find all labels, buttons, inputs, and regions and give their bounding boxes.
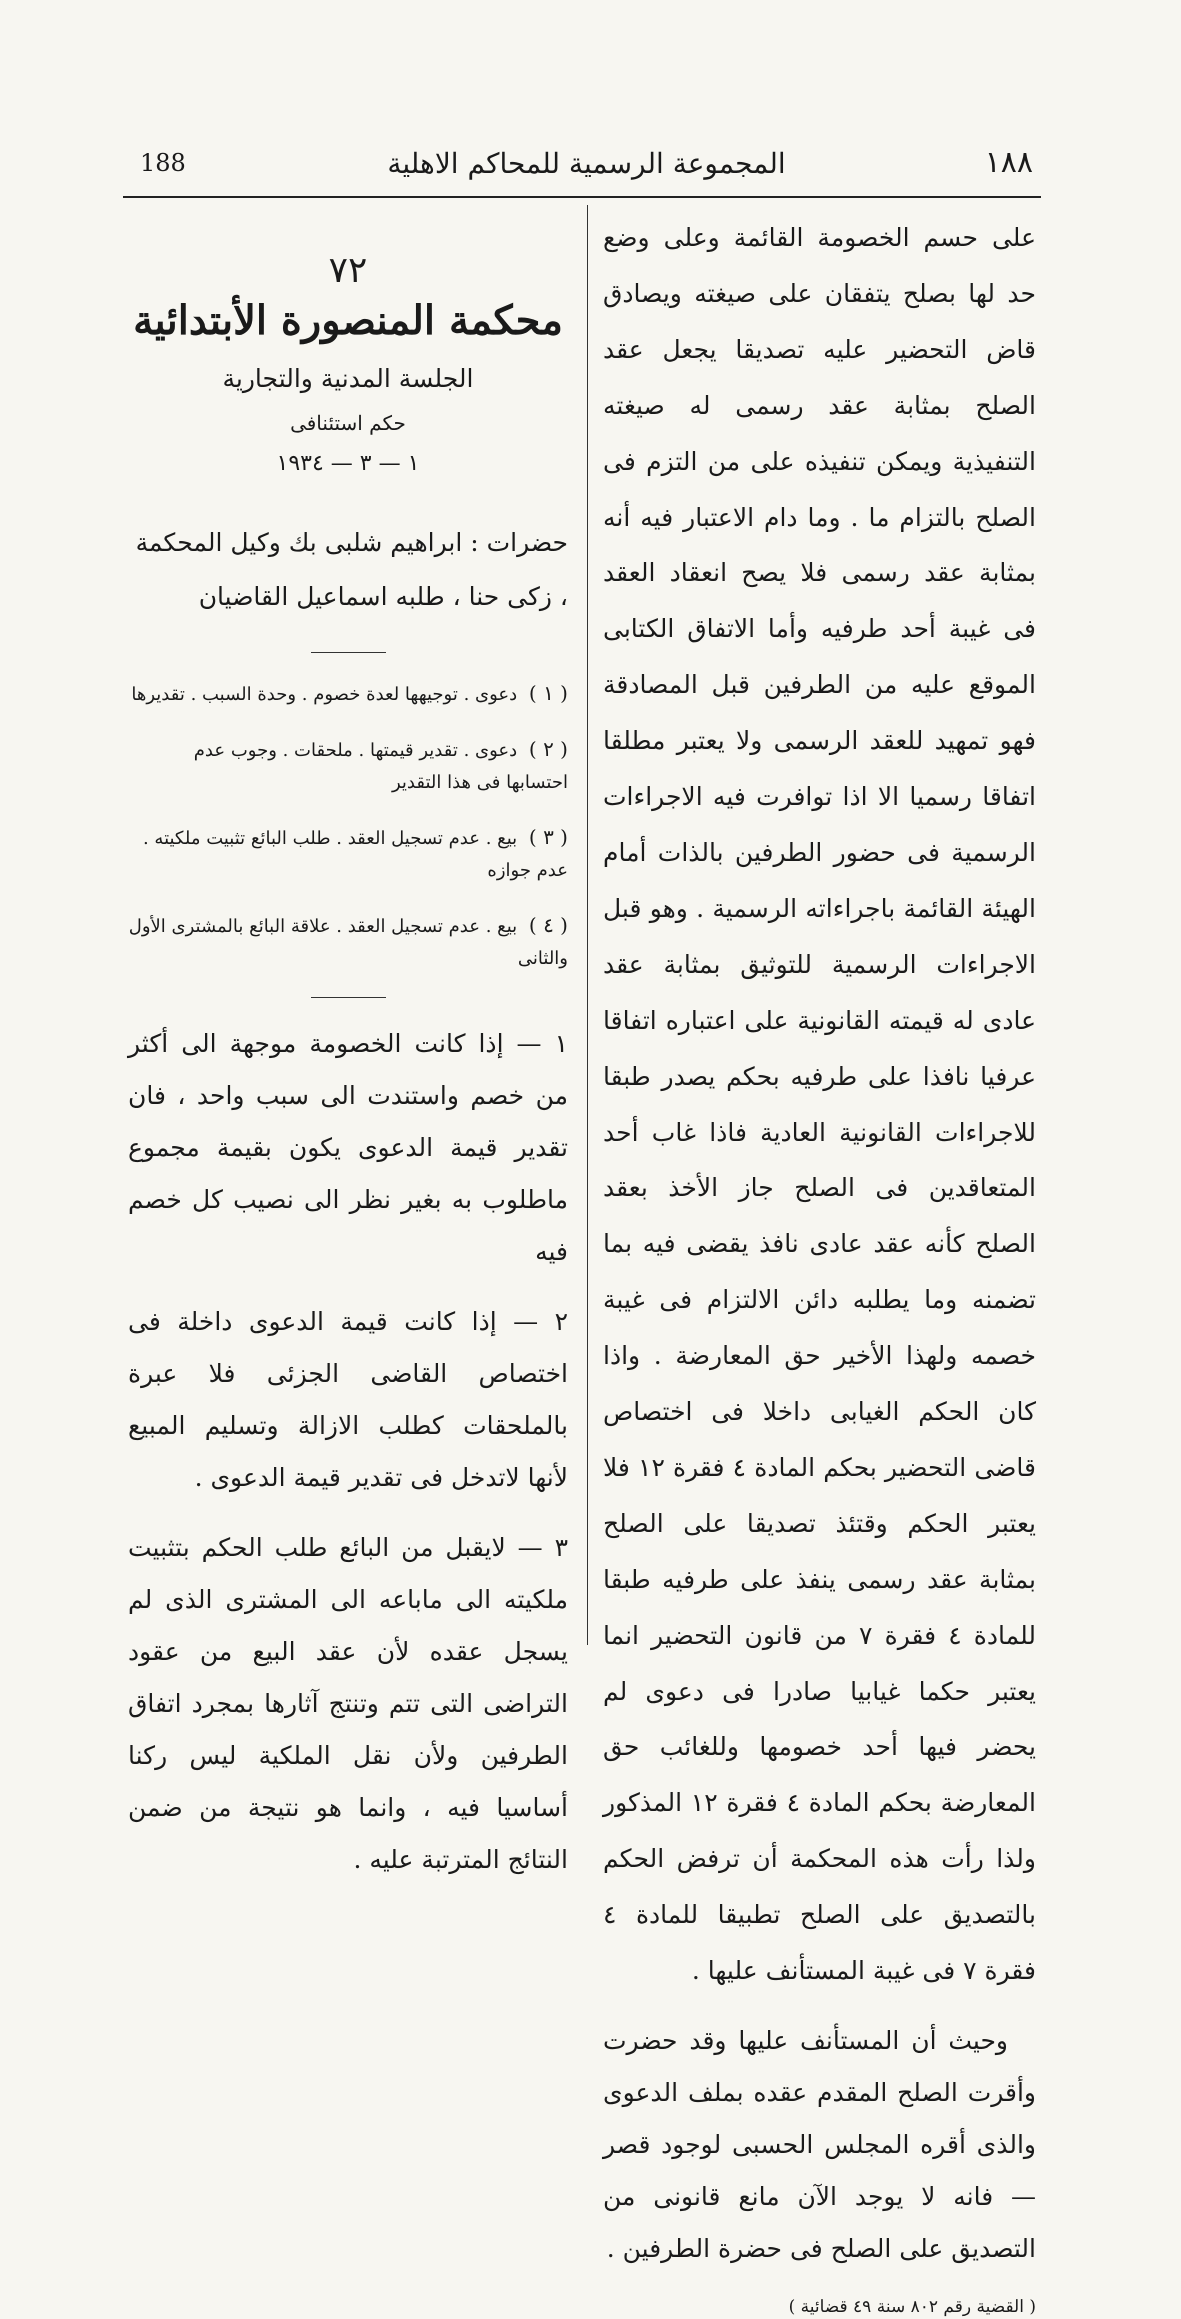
case-reference: ( القضية رقم ٨٠٢ سنة ٤٩ قضائية )	[788, 2297, 1036, 2317]
legal-principle: ٢ — إذا كانت قيمة الدعوى داخلة فى اختصاص القاضى الجزئى فلا عبرة بالملحقات كطلب الازالة وتسليم المبيع لأنها لاتدخل فى تقدير قيمة الدعوى .	[128, 1307, 568, 1492]
body-paragraph: وحيث أن المستأنف عليها وقد حضرت وأقرت الصلح المقدم عقده بملف الدعوى والذى أقره المجلس الحسبى لوجود قصر — فانه لا يوجد الآن مانع قانونى من التصديق على الصلح فى حضرة الطرفين .	[603, 2026, 1036, 2263]
section-rule	[311, 997, 386, 998]
session-name: الجلسة المدنية والتجارية	[222, 364, 474, 393]
body-paragraph: على حسم الخصومة القائمة وعلى وضع حد لها بصلح يتفقان على صيغته ويصادق قاض التحضير عليه تصديقا يجعل عقد الصلح بمثابة عقد رسمى له صيغته التنفيذية ويمكن تنفيذه على من التزم فى الصلح بالتزام ما . وما دام الاعتبار فيه أنه بمثابة عقد رسمى فلا يصح انعقاد العقد فى غيبة أحد طرفيه وأما الاتفاق الكتابى الموقع عليه من الطرفين قبل المصادقة فهو تمهيد للعقد الرسمى ولا يعتبر مطلقا اتفاقا رسميا الا اذا توافرت فيه الاجراءات الرسمية فى حضور الطرفين بالذات أمام الهيئة القائمة باجراءاته الرسمية . وهو قبل الاجراءات الرسمية للتوثيق بمثابة عقد عادى له قيمته القانونية على اعتباره اتفاقا عرفيا نافذا على طرفيه بحكم يصدر طبقا للاجراءات القانونية العادية فاذا غاب أحد المتعاقدين فى الصلح جاز الأخذ بعقد الصلح كأنه عقد عادى نافذ يقضى فيه بما تضمنه وما يطلبه دائن الالتزام فى غيبة خصمه ولهذا الأخير حق المعارضة . واذا كان الحكم الغيابى داخلا فى اختصاص قاضى التحضير بحكم المادة ٤ فقرة ١٢ فلا يعتبر الحكم وقتئذ تصديقا على الصلح بمثابة عقد رسمى ينفذ على طرفيه طبقا للمادة ٤ فقرة ٧ من قانون التحضير انما يعتبر حكما غيابيا صادرا فى دعوى لم يحضر فيها أحد خصومها وللغائب حق المعارضة بحكم المادة ٤ فقرة ١٢ المذكور ولذا رأت هذه المحكمة أن ترفض الحكم بالتصديق على الصلح تطبيقا للمادة ٤ فقرة ٧ فى غيبة المستأنف عليها .	[603, 223, 1036, 1986]
keyword-entry: ( ٤ ) بيع . عدم تسجيل العقد . علاقة البائع بالمشترى الأول والثانى	[128, 913, 568, 969]
header-rule	[123, 196, 1041, 198]
running-title: المجموعة الرسمية للمحاكم الاهلية	[387, 147, 786, 180]
left-column	[128, 210, 568, 1904]
ruling-type: حكم استئنافى	[290, 411, 406, 435]
legal-principle: ٣ — لايقبل من البائع طلب الحكم بتثبيت ملكيته الى ماباعه الى المشترى الذى لم يسجل عقده لأن عقد البيع من عقود التراضى التى تتم وتنتج آثارها بمجرد اتفاق الطرفين ولأن نقل الملكية ليس ركنا أساسيا فيه ، وانما هو نتيجة من ضمن النتائج المترتبة عليه .	[128, 1533, 568, 1874]
page-header	[140, 145, 1033, 187]
page-number-latin: 188	[140, 149, 186, 177]
keyword-entry: ( ٣ ) بيع . عدم تسجيل العقد . طلب البائع تثبيت ملكيته . عدم جوازه	[142, 825, 568, 881]
case-number: ٧٢	[328, 250, 368, 291]
legal-principle: ١ — إذا كانت الخصومة موجهة الى أكثر من خصم واستندت الى سبب واحد ، فان تقدير قيمة الدعوى يكون بقيمة مجموع ماطلوب به بغير نظر الى نصيب كل خصم فيه	[128, 1029, 568, 1266]
ruling-date: ١ — ٣ — ١٩٣٤	[276, 451, 420, 476]
page-number-arabic: ١٨٨	[984, 145, 1033, 180]
column-divider	[587, 205, 588, 1645]
right-column	[603, 210, 1036, 2319]
court-name: محكمة المنصورة الأبتدائية	[133, 297, 563, 344]
keyword-entry: ( ٢ ) دعوى . تقدير قيمتها . ملحقات . وجوب عدم احتسابها فى هذا التقدير	[193, 737, 568, 793]
judges-list: حضرات : ابراهيم شلبى بك وكيل المحكمة ، زكى حنا ، طلبه اسماعيل القاضيان	[135, 528, 568, 611]
keyword-entry: ( ١ ) دعوى . توجيهها لعدة خصوم . وحدة السبب . تقديرها	[131, 681, 568, 705]
section-rule	[311, 652, 386, 653]
